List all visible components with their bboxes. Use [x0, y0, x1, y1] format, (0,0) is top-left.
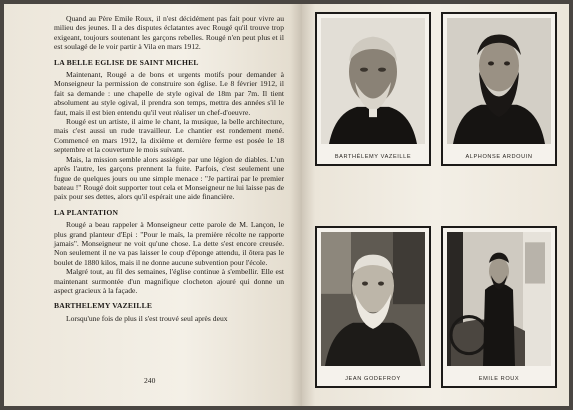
photo-caption: ALPHONSE ARDOUIN — [465, 154, 533, 160]
page-number: 240 — [144, 376, 156, 385]
portrait-photo — [321, 232, 425, 366]
section-heading: LA PLANTATION — [54, 207, 119, 217]
portrait-image — [321, 18, 425, 144]
photo-caption: EMILE ROUX — [478, 376, 520, 382]
section-heading: BARTHELEMY VAZEILLE — [54, 301, 153, 311]
right-page — [302, 4, 569, 406]
photo-frame — [441, 12, 557, 166]
photo-frame — [315, 12, 431, 166]
portrait-image — [447, 232, 551, 366]
portrait-photo — [321, 18, 425, 144]
section-heading: LA BELLE EGLISE DE SAINT MICHEL — [54, 57, 199, 67]
paragraph: Quand au Père Emile Roux, il n'est décidément pas fait pour vivre au milieu des jeunes. Il a des disputes éclatantes avec Rougé qu'il trouve trop exigeant, toujours soutenant les garçons rebelles. Rougé n'en peut plus et il est soulagé de le voir partir à Vila en mars 1912. — [54, 14, 284, 52]
photo-caption: BARTHÉLEMY VAZEILLE — [334, 154, 412, 160]
paragraph: Rougé est un artiste, il aime le chant, la musique, la belle architecture, mais c'est aussi un rude travailleur. Le chantier est rondement mené. Commencé en mars 1912, la dixième et dernière ferme est posée le 18 septembre et la couverture le mois suivant. — [54, 117, 284, 155]
book-spread — [4, 4, 569, 406]
photo-frame — [315, 226, 431, 388]
portrait-image — [321, 232, 425, 366]
portrait-photo — [447, 232, 551, 366]
paragraph: Mais, la mission semble alors assiégée par une légion de diables. L'un après l'autre, les garçons prennent la fuite. Parfois, c'est seulement une fugue de quelques jours ou une simple menace : "Je partirai par le premier bateau !" Rougé doit supporter tout cela et Monseigneur ne lui laisse pas de paix pour ses dettes, alors qu'il espérait une aide financière. — [54, 154, 284, 202]
paragraph: Maintenant, Rougé a de bons et urgents motifs pour demander à Monseigneur la permission de construire son église. Le 8 février 1912, il fait sa demande : une chapelle de style ogival de 18m par 7m. Il tient absolument au style ogival, il prendra son temps, mettra des années s'il le faut, mais il est bien entendu qu'il veut réaliser un chef-d'oeuvre. — [54, 70, 284, 117]
paragraph: Malgré tout, au fil des semaines, l'église continue à s'embellir. Elle est maintenant surmontée d'un magnifique clocheton ajouré qui donne un aspect gracieux à la façade. — [54, 267, 284, 295]
paragraph: Rougé a beau rappeler à Monseigneur cette parole de M. Lançon, le plus grand planteur d'Epi : "Pour le maïs, la première récolte ne rapporte jamais". Monseigneur ne voit qu'une chose. La dette s'est encore creusée. Non seulement il ne va pas laisser le coup d'éponge attendu, il ôtera pas le boulet de 1880 kilos, mais il ne donne aucune subvention pour l'école. — [54, 220, 284, 267]
photo-caption: JEAN GODEFROY — [345, 376, 401, 382]
paragraph: Lorsqu'une fois de plus il s'est trouvé seul après deux — [66, 313, 228, 323]
left-page — [4, 4, 302, 406]
text-column — [54, 14, 284, 323]
photo-frame — [441, 226, 557, 388]
portrait-photo — [447, 18, 551, 144]
portrait-image — [447, 18, 551, 144]
